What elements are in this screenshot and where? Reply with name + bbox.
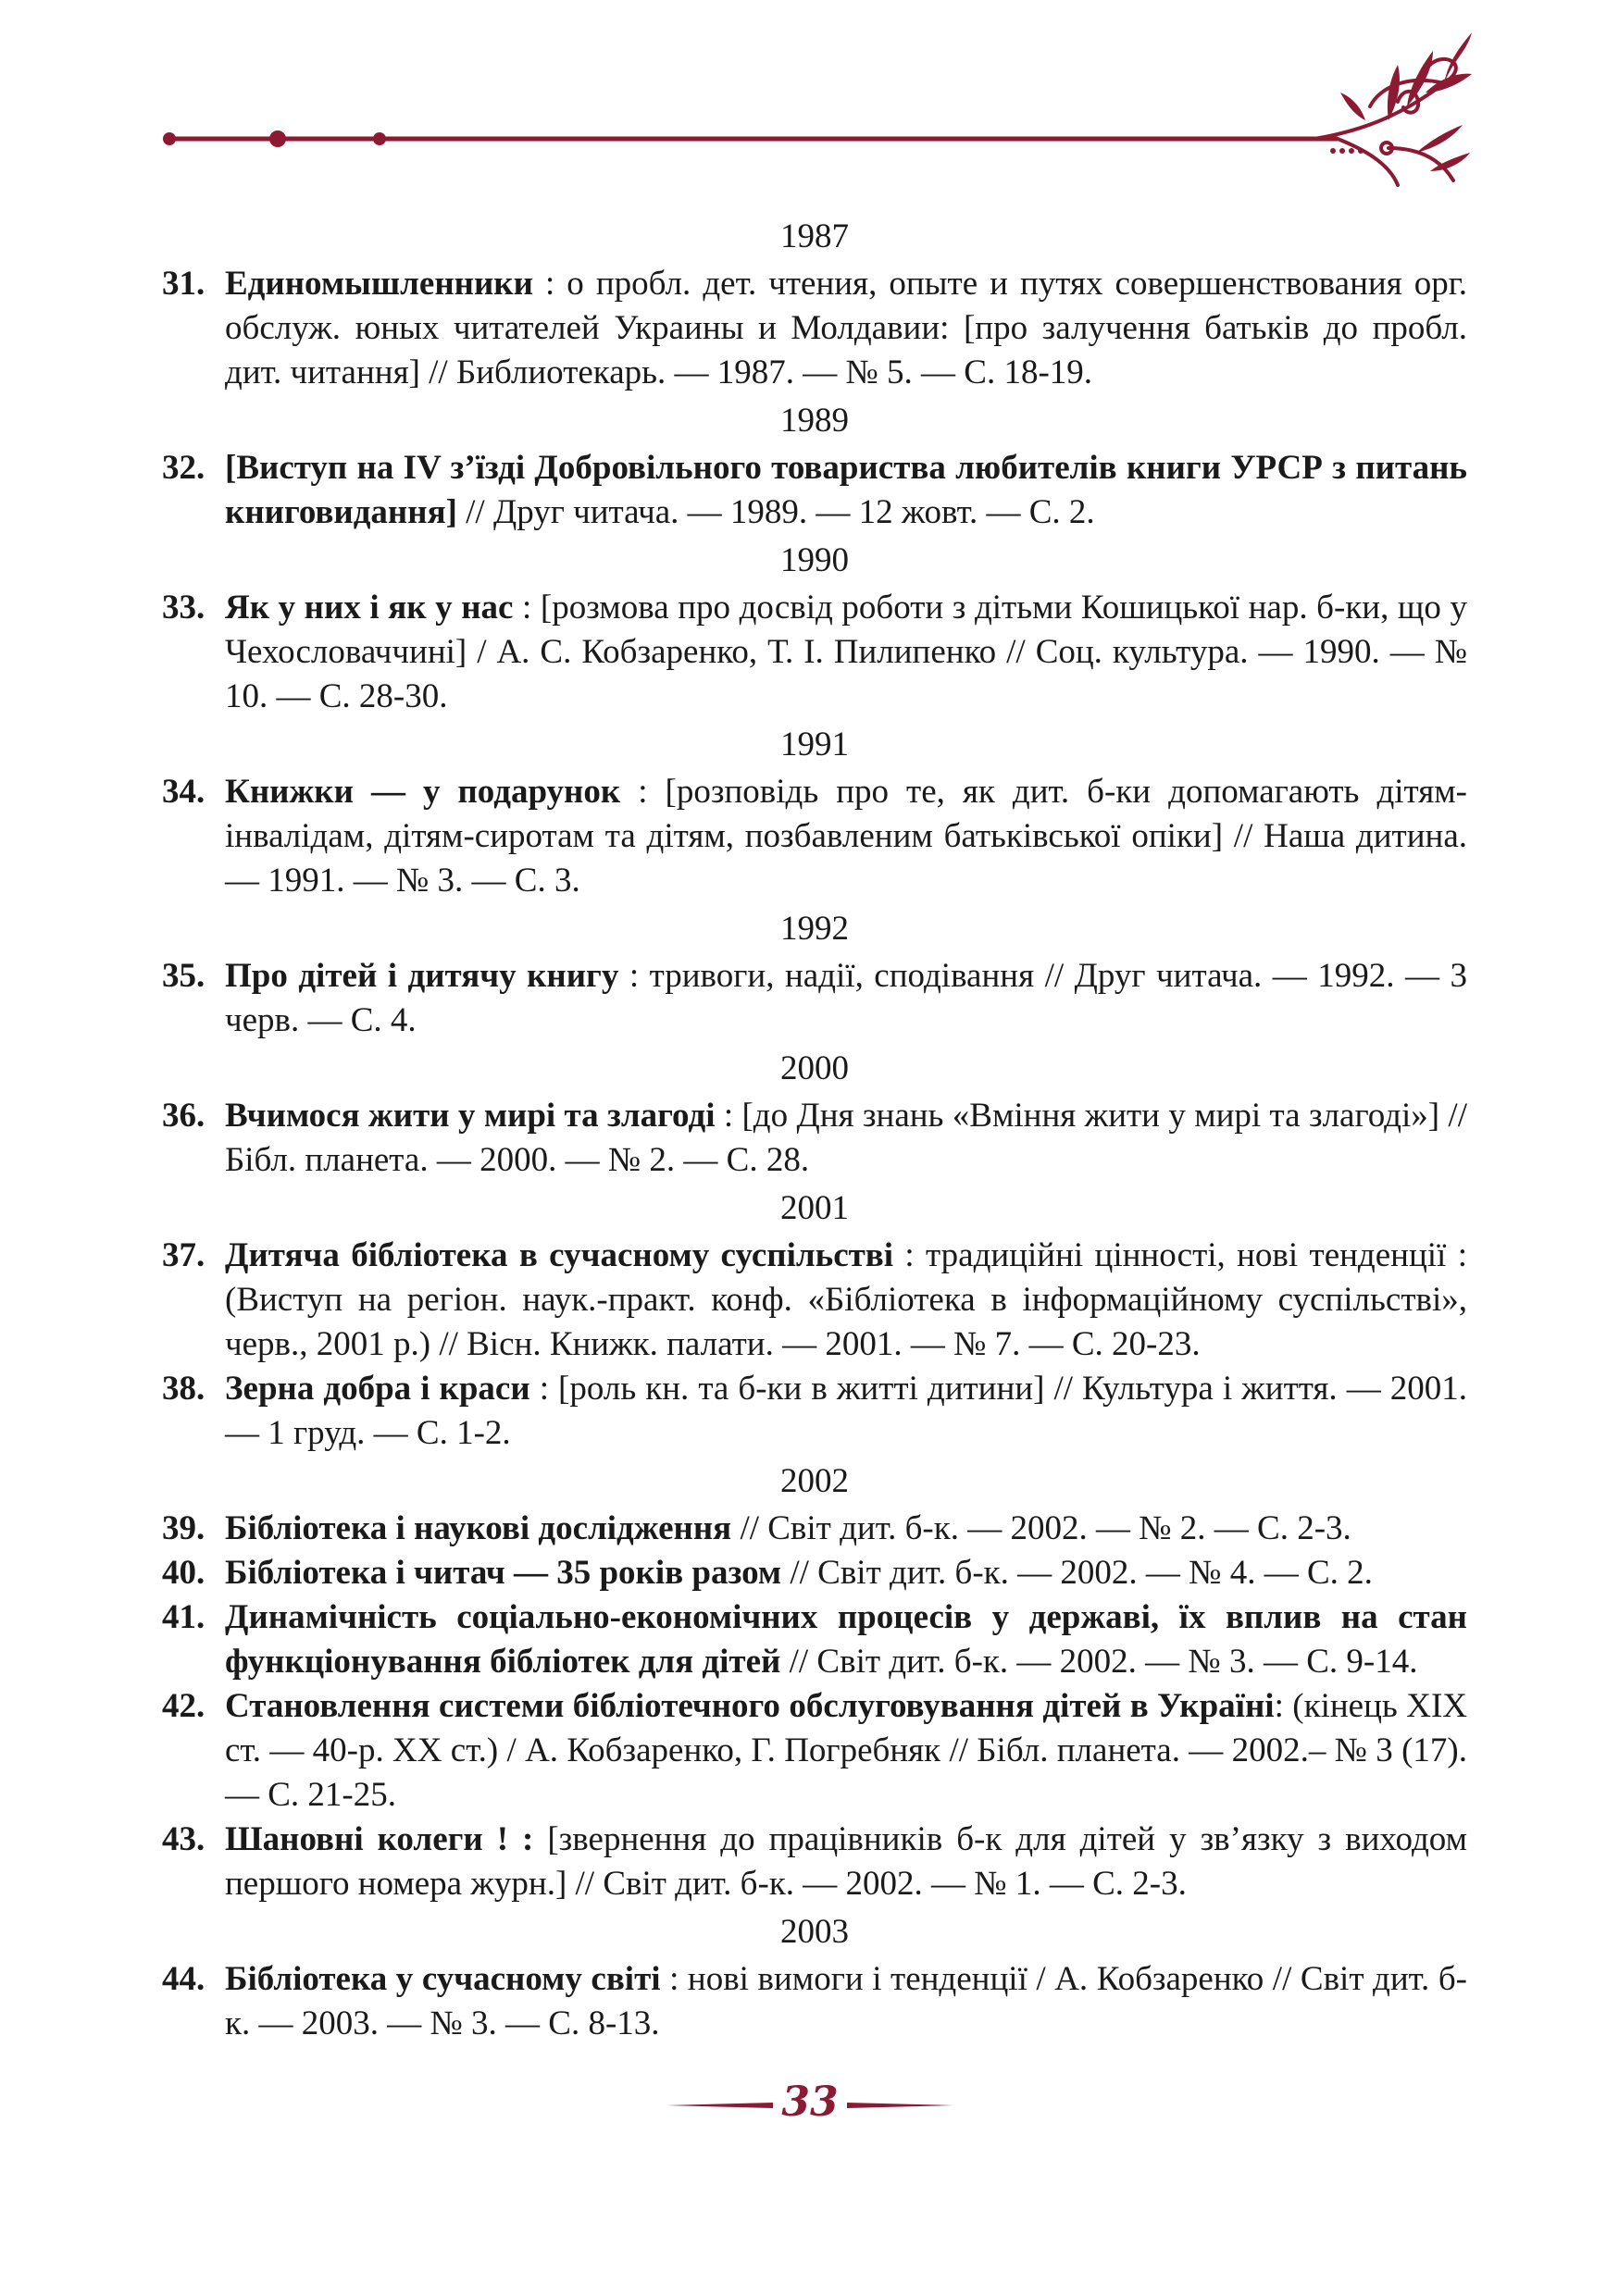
rule-dot-3	[373, 132, 386, 145]
entry-body	[225, 1234, 1467, 1367]
year-heading: 2003	[780, 1913, 849, 1951]
bibliography-entry	[162, 1551, 1467, 1595]
entry-details: // Світ дит. б-к. — 2002. — № 2. — С. 2-3.	[731, 1509, 1351, 1547]
entry-details: : [роль кн. та б-ки в житті дитини] // Культура і життя. — 2001. — 1 груд. — С. 1-2.	[225, 1370, 1468, 1452]
entry-title: Динамічність соціально-економічних процесів у державі, їх вплив на стан функціонування бібліотек для дітей	[225, 1598, 1467, 1681]
entry-number: 34.	[162, 773, 205, 811]
year-heading: 1989	[780, 402, 849, 440]
entry-number: 33.	[162, 589, 205, 627]
year-heading: 1987	[780, 217, 849, 255]
page-number: 33	[781, 2079, 839, 2126]
entry-details: // Світ дит. б-к. — 2002. — № 4. — С. 2.	[781, 1554, 1373, 1592]
bibliography-entry	[162, 1094, 1467, 1183]
rule-dot-2	[269, 130, 286, 147]
entry-body	[225, 1094, 1467, 1183]
entry-number: 42.	[162, 1687, 205, 1725]
entry-title: Вчимося жити у мирі та злагоді	[225, 1097, 716, 1135]
entry-number: 31.	[162, 265, 205, 303]
bibliography-entry	[162, 262, 1467, 395]
year-heading: 1992	[780, 910, 849, 948]
entry-title: Бібліотека і наукові дослідження	[225, 1509, 732, 1547]
entry-number: 44.	[162, 1960, 205, 1998]
entry-body	[225, 262, 1467, 395]
entry-number: 39.	[162, 1509, 205, 1547]
entry-body	[225, 1818, 1467, 1906]
entry-title: [Виступ на IV з’їзді Добровільного товариства любителів книги УРСР з питань книговидання]	[225, 449, 1467, 531]
entry-details: : нові вимоги і тенденції / А. Кобзаренко // Світ дит. б-к. — 2003. — № 3. — С. 8-13.	[225, 1960, 1467, 2042]
entry-details: : [до Дня знань «Вміння жити у мирі та злагоді»] // Бібл. планета. — 2000. — № 2. — С. 28.	[225, 1097, 1467, 1179]
entry-body	[225, 446, 1467, 535]
entry-body	[225, 1551, 1467, 1595]
entry-details: // Друг читача. — 1989. — 12 жовт. — С. 2.	[456, 493, 1095, 531]
entry-body	[225, 1957, 1467, 2046]
entry-details: : тривоги, надії, сподівання // Друг читача. — 1992. — 3 черв. — С. 4.	[225, 957, 1467, 1039]
entry-body	[225, 1507, 1467, 1551]
entry-title: Бібліотека і читач — 35 років разом	[225, 1554, 782, 1592]
year-heading: 1991	[780, 726, 849, 763]
entry-details: : [розмова про досвід роботи з дітьми Кошицької нар. б-ки, що у Чехословаччині] / А. С. Кобзаренко, Т. І. Пилипенко // Соц. культура. — 1990. — № 10. — С. 28-30.	[225, 589, 1467, 715]
entry-title: Зерна добра і краси	[225, 1370, 530, 1408]
entry-body	[225, 770, 1467, 903]
entry-number: 37.	[162, 1236, 205, 1274]
bibliography-entry	[162, 1684, 1467, 1818]
entry-details: : (кінець XIX ст. — 40-р. XX ст.) / А. Кобзаренко, Г. Погребняк // Бібл. планета. — 2002.– № 3 (17). — С. 21-25.	[225, 1687, 1467, 1814]
entry-number: 38.	[162, 1370, 205, 1408]
entry-body	[225, 1367, 1467, 1456]
year-heading: 2002	[780, 1462, 849, 1500]
entry-title: Про дітей і дитячу книгу	[225, 957, 619, 995]
floral-ornament-icon	[1314, 59, 1456, 185]
bibliography-entry	[162, 1234, 1467, 1367]
entry-body	[225, 586, 1467, 719]
year-heading: 2000	[780, 1049, 849, 1087]
entry-details: : [розповідь про те, як дит. б-ки допомагають дітям-інвалідам, дітям-сиротам та дітям, позбавленим батьківської опіки] // Наша дитина. — 1991. — № 3. — С. 3.	[225, 773, 1467, 900]
bibliography-entry	[162, 1595, 1467, 1684]
year-heading: 1990	[780, 541, 849, 579]
header-ornament	[0, 0, 1619, 204]
entry-details: : традиційні цінності, нові тенденції : (Виступ на регіон. наук.-практ. конф. «Бібліотека в інформаційному суспільстві», черв., 2001 р.) // Вісн. Книжк. палати. — 2001. — № 7. — С. 20-23.	[225, 1236, 1467, 1363]
bibliography-entry	[162, 1507, 1467, 1551]
entry-number: 40.	[162, 1554, 205, 1592]
year-heading: 2001	[780, 1189, 849, 1227]
entry-title: Становлення системи бібліотечного обслуговування дітей в Україні	[225, 1687, 1275, 1725]
bibliography-entry	[162, 770, 1467, 903]
entry-number: 43.	[162, 1820, 205, 1858]
bibliography-entry	[162, 954, 1467, 1043]
footer-rule-left	[666, 2103, 773, 2108]
rule-dot-1	[163, 132, 176, 145]
entry-number: 41.	[162, 1598, 205, 1636]
entry-title: Бібліотека у сучасному світі	[225, 1960, 661, 1998]
entry-title: Книжки — у подарунок	[225, 773, 621, 811]
entry-number: 35.	[162, 957, 205, 995]
entry-body	[225, 954, 1467, 1043]
entry-details: : о пробл. дет. чтения, опыте и путях совершенствования орг. обслуж. юных читателей Украины и Молдавии: [про залучення батьків до пробл. дит. читання] // Библиотекарь. — 1987. — № 5. — С. 18-19.	[225, 265, 1467, 391]
entry-title: Шановні колеги ! :	[225, 1820, 534, 1858]
entry-details: [звернення до працівників б-к для дітей у зв’язку з виходом першого номера журн.] // Світ дит. б-к. — 2002. — № 1. — С. 2-3.	[225, 1820, 1467, 1903]
footer-rule-right	[847, 2103, 953, 2108]
bibliography-entry	[162, 586, 1467, 719]
entry-details: // Світ дит. б-к. — 2002. — № 3. — С. 9-14.	[780, 1643, 1418, 1681]
entry-title: Як у них і як у нас	[225, 589, 514, 627]
bibliography-entry	[162, 1367, 1467, 1456]
entry-title: Единомышленники	[225, 265, 533, 303]
bibliography-entry	[162, 446, 1467, 535]
entry-number: 36.	[162, 1097, 205, 1135]
entry-number: 32.	[162, 449, 205, 487]
bibliography-entry	[162, 1818, 1467, 1906]
bibliography-list	[162, 211, 1467, 2046]
entry-body	[225, 1595, 1467, 1684]
entry-body	[225, 1684, 1467, 1818]
entry-title: Дитяча бібліотека в сучасному суспільстві	[225, 1236, 894, 1274]
bibliography-entry	[162, 1957, 1467, 2046]
